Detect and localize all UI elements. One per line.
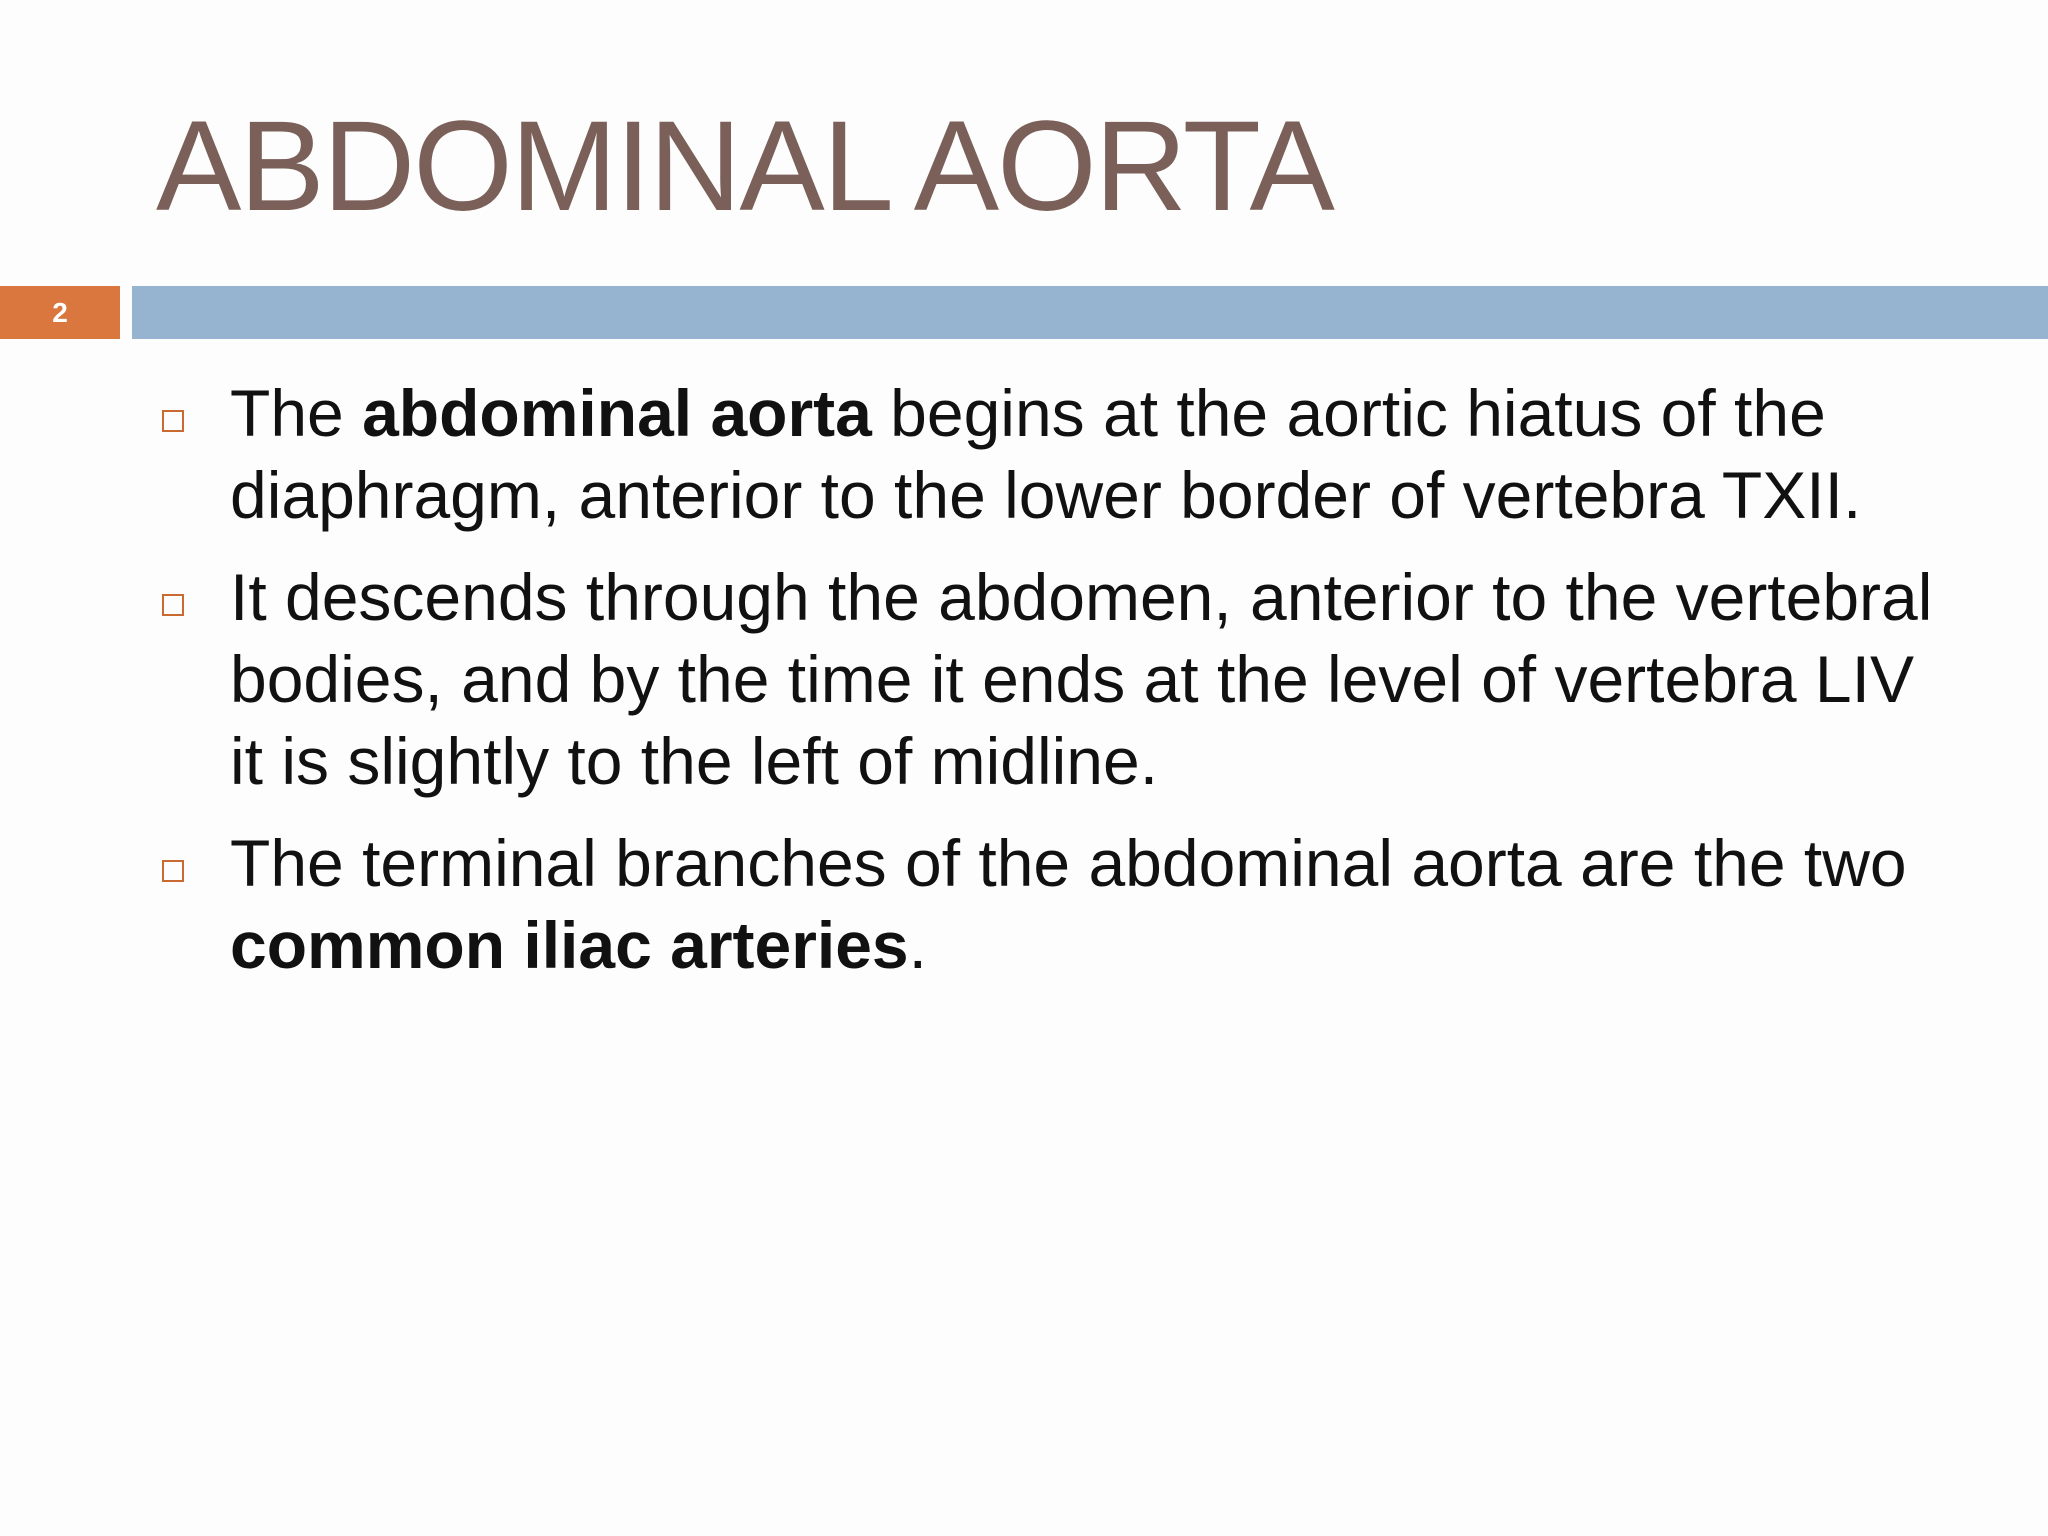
bullet-text: . (908, 908, 927, 982)
square-bullet-icon (162, 410, 184, 432)
bullet-text: The terminal branches of the abdominal aorta are the two (230, 826, 1907, 900)
bullet-text: It descends through the abdomen, anterior to the vertebral bodies, and by the time it ends at the level of vertebra LIV it is slightly to the left of midline. (230, 560, 1933, 798)
slide-title: ABDOMINAL AORTA (156, 95, 1333, 238)
header-bar (132, 286, 2048, 339)
bullet-text: begins at the aortic hiatus of the diaphragm, anterior to the lower border of vertebra TXII. (230, 376, 1862, 532)
bullet-item (160, 822, 1960, 986)
square-bullet-icon (162, 860, 184, 882)
bullet-item (160, 556, 1960, 802)
bullet-bold-term: abdominal aorta (362, 376, 872, 450)
slide-number-badge (0, 286, 120, 339)
slide-number: 2 (52, 296, 68, 328)
square-bullet-icon (162, 594, 184, 616)
bullet-list (160, 372, 1960, 1006)
bullet-text: The (230, 376, 363, 450)
bullet-item (160, 372, 1960, 536)
bullet-bold-term: common iliac arteries (230, 908, 909, 982)
